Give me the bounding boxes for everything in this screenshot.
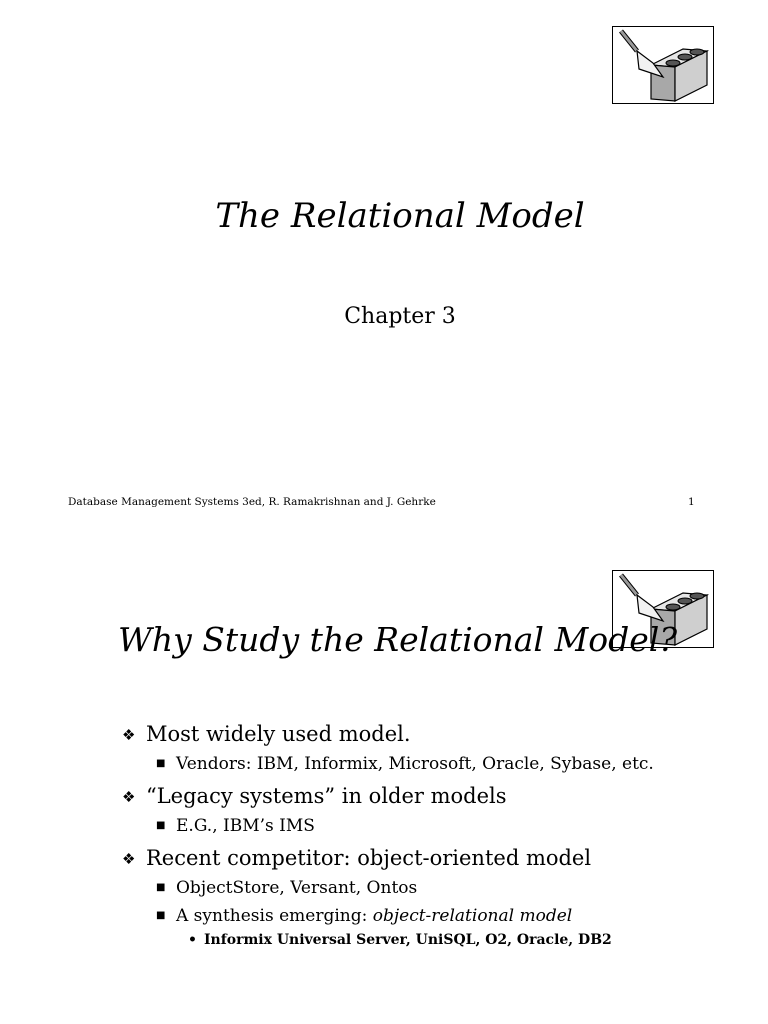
slide-title: Why Study the Relational Model? xyxy=(118,620,678,659)
square-bullet-icon: ■ xyxy=(156,910,166,921)
diamond-bullet-icon: ❖ xyxy=(122,726,136,744)
emphasis-text: object-relational model xyxy=(372,906,573,926)
sub-sub-bullet-item: • Informix Universal Server, UniSQL, O2, Oracle, DB2 xyxy=(188,932,612,948)
slide-title: The Relational Model xyxy=(215,196,585,236)
bullet-item: ❖ Recent competitor: object-oriented model xyxy=(120,844,680,872)
sub-bullet-item: ■ A synthesis emerging: object-relational model xyxy=(156,906,573,926)
slide-2 xyxy=(0,520,768,1024)
slide-footer: Database Management Systems 3ed, R. Ramakrishnan and J. Gehrke xyxy=(68,496,436,508)
page-number: 1 xyxy=(688,496,695,508)
square-bullet-icon: ■ xyxy=(156,820,166,831)
brick-trowel-icon xyxy=(612,26,714,104)
bullet-item: ❖ “Legacy systems” in older models xyxy=(120,782,680,810)
square-bullet-icon: ■ xyxy=(156,882,166,893)
slide-subtitle: Chapter 3 xyxy=(344,304,456,329)
bullet-item: ❖ Most widely used model. xyxy=(120,720,680,748)
dot-bullet-icon: • xyxy=(188,932,197,948)
sub-bullet-item: ■ ObjectStore, Versant, Ontos xyxy=(156,878,418,898)
sub-bullet-item: ■ Vendors: IBM, Informix, Microsoft, Oracle, Sybase, etc. xyxy=(156,754,654,774)
diamond-bullet-icon: ❖ xyxy=(122,850,136,868)
bullet-list xyxy=(120,714,680,950)
square-bullet-icon: ■ xyxy=(156,758,166,769)
sub-bullet-item: ■ E.G., IBM’s IMS xyxy=(156,816,315,836)
diamond-bullet-icon: ❖ xyxy=(122,788,136,806)
